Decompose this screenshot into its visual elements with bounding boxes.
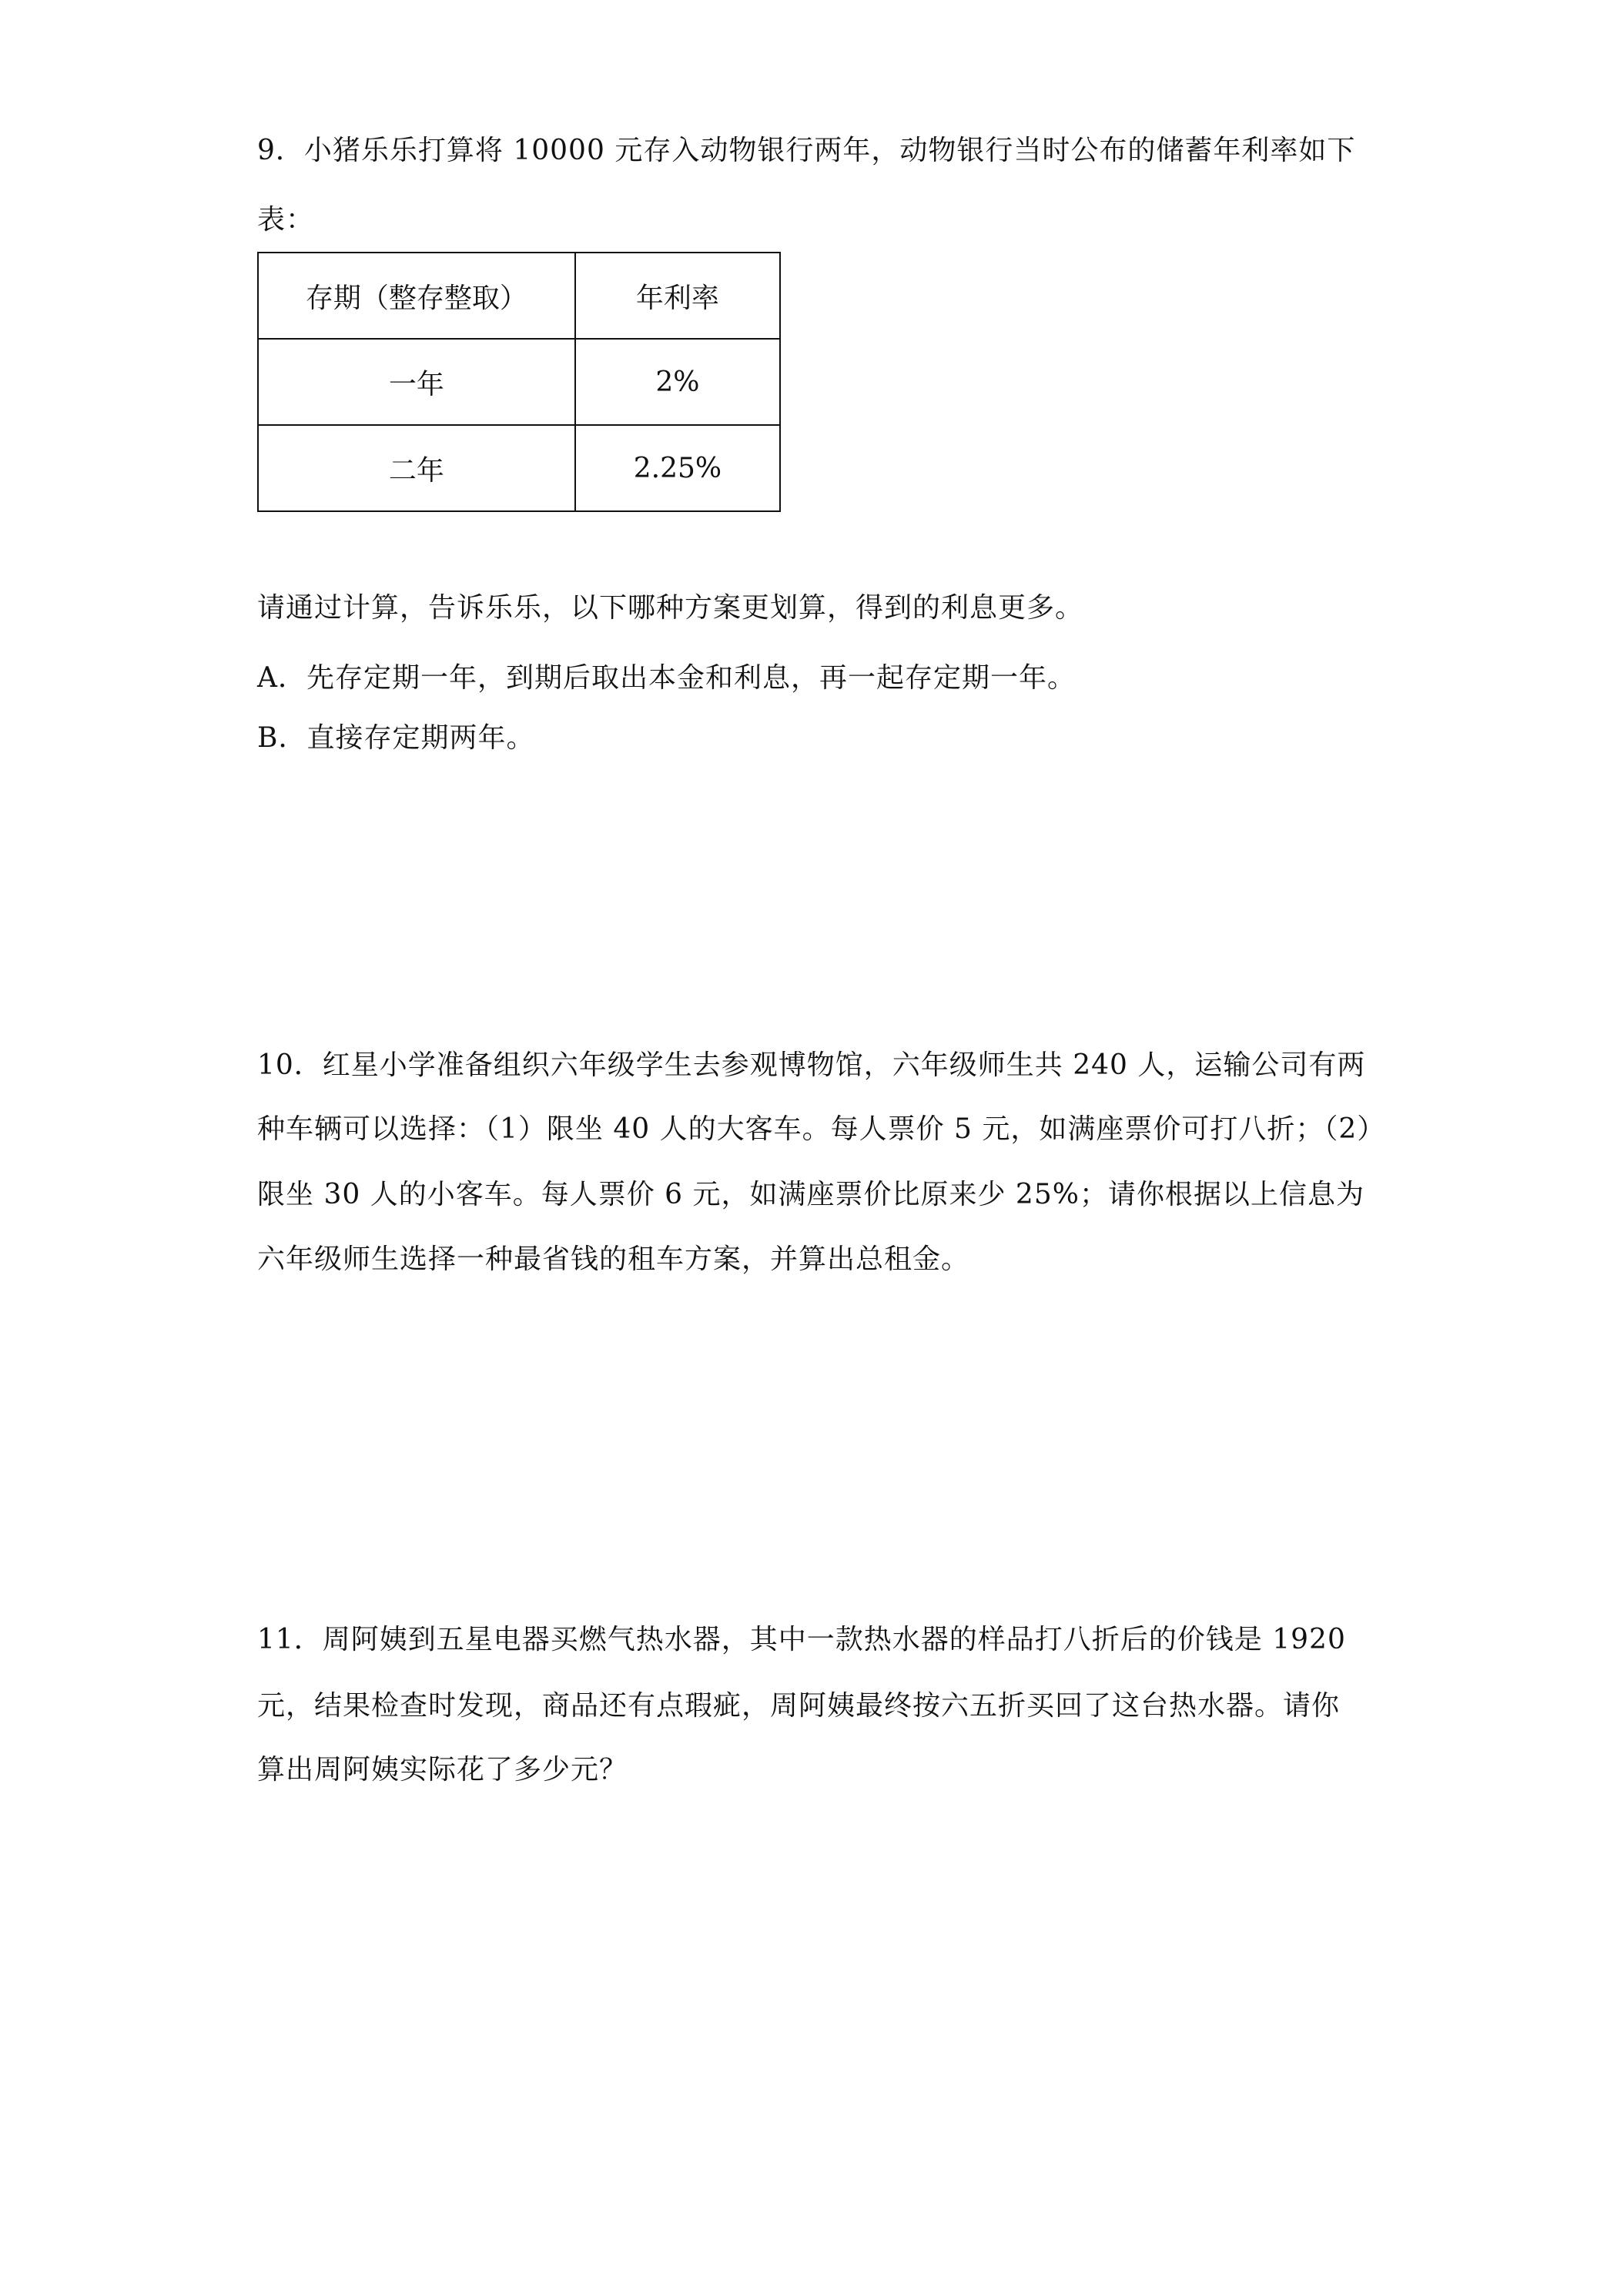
table-cell-rate: 2% bbox=[575, 339, 780, 425]
table-row bbox=[258, 425, 780, 511]
table-header-term: 存期（整存整取） bbox=[258, 253, 575, 339]
q9-text-line-2: 表： bbox=[257, 204, 315, 236]
interest-rate-table bbox=[257, 252, 781, 512]
q11-text-line-1: 11．周阿姨到五星电器买燃气热水器，其中一款热水器的样品打八折后的价钱是 1920 bbox=[257, 1624, 1346, 1655]
table-cell-term: 一年 bbox=[258, 339, 575, 425]
q9-option-a: A．先存定期一年，到期后取出本金和利息，再一起存定期一年。 bbox=[257, 662, 1076, 694]
q10-text-line-4: 六年级师生选择一种最省钱的租车方案，并算出总租金。 bbox=[257, 1243, 970, 1275]
table-header-row bbox=[258, 253, 780, 339]
q9-text-line-1: 9．小猪乐乐打算将 10000 元存入动物银行两年，动物银行当时公布的储蓄年利率如下 bbox=[257, 135, 1356, 166]
table-cell-rate: 2.25% bbox=[575, 425, 780, 511]
q11-text-line-3: 算出周阿姨实际花了多少元？ bbox=[257, 1754, 628, 1786]
q11-text-line-2: 元，结果检查时发现，商品还有点瑕疵，周阿姨最终按六五折买回了这台热水器。请你 bbox=[257, 1690, 1341, 1722]
q10-text-line-3: 限坐 30 人的小客车。每人票价 6 元，如满座票价比原来少 25%；请你根据以上信息为 bbox=[257, 1179, 1364, 1210]
q9-option-b: B．直接存定期两年。 bbox=[257, 722, 535, 754]
table-row bbox=[258, 339, 780, 425]
table-cell-term: 二年 bbox=[258, 425, 575, 511]
q9-prompt: 请通过计算，告诉乐乐，以下哪种方案更划算，得到的利息更多。 bbox=[257, 592, 1084, 624]
q10-text-line-2: 种车辆可以选择：（1）限坐 40 人的大客车。每人票价 5 元，如满座票价可打八折；（2） bbox=[257, 1113, 1386, 1145]
q10-text-line-1: 10．红星小学准备组织六年级学生去参观博物馆，六年级师生共 240 人，运输公司有两 bbox=[257, 1049, 1366, 1081]
table-header-rate: 年利率 bbox=[575, 253, 780, 339]
